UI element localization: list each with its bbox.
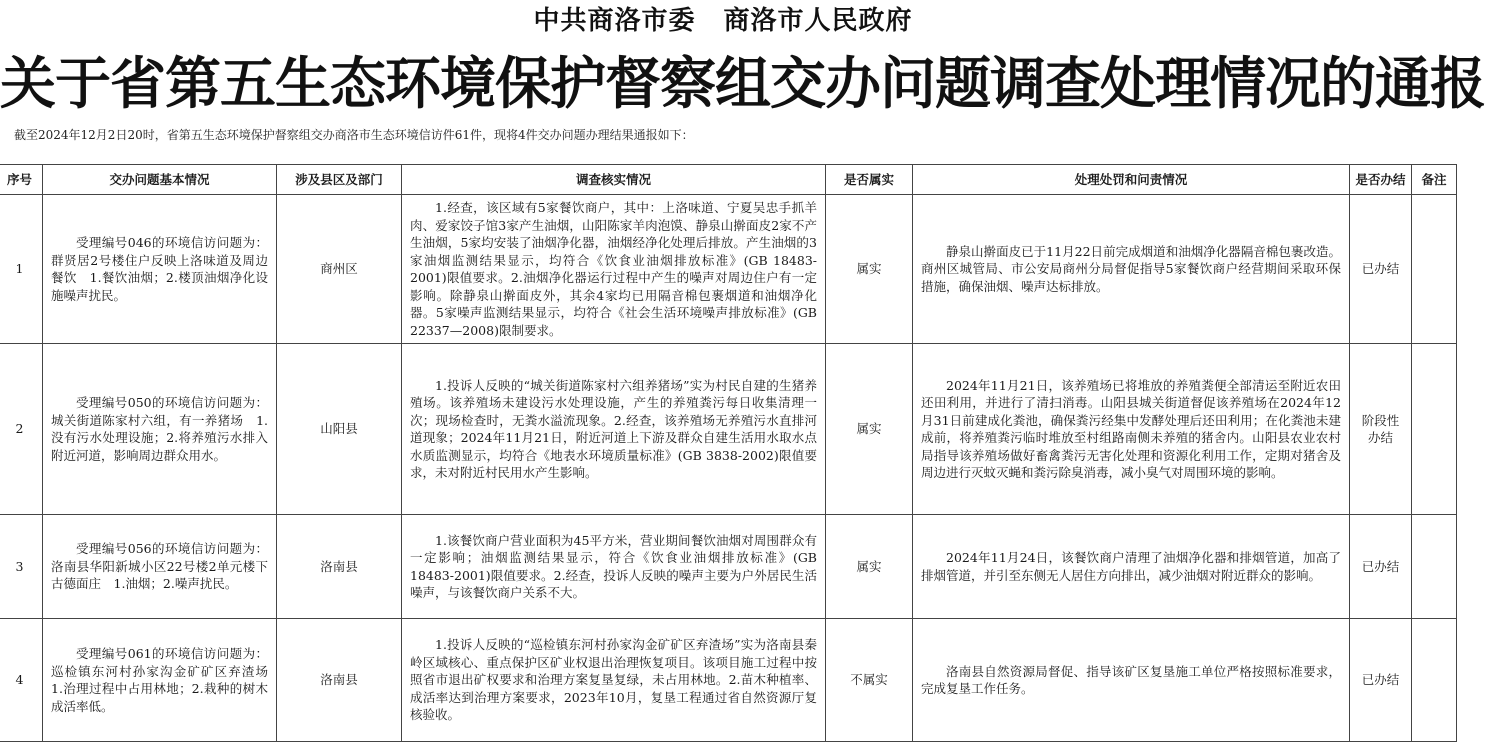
cell-handling: 静泉山擀面皮已于11月22日前完成烟道和油烟净化器隔音棉包裹改造。商州区城管局、市公安局商州分局督促指导5家餐饮商户经营期间采取环保措施，确保油烟、噪声达标排放。	[913, 195, 1350, 344]
cell-remarks	[1412, 515, 1457, 619]
cell-status: 已办结	[1350, 619, 1412, 742]
table-row	[0, 619, 1457, 742]
cell-status: 阶段性办结	[1350, 344, 1412, 515]
table-row	[0, 515, 1457, 619]
cell-is-true: 属实	[826, 515, 913, 619]
cell-no: 3	[0, 515, 43, 619]
cell-is-true: 不属实	[826, 619, 913, 742]
cell-remarks	[1412, 619, 1457, 742]
cell-issue: 受理编号056的环境信访问题为：洛南县华阳新城小区22号楼2单元楼下古德面庄 1.油烟；2.噪声扰民。	[43, 515, 277, 619]
cell-district: 洛南县	[277, 619, 402, 742]
col-header-issue: 交办问题基本情况	[43, 165, 277, 195]
issuer-government: 商洛市人民政府	[723, 6, 913, 36]
issuer-line	[0, 2, 1446, 40]
document-title: 关于省第五生态环境保护督察组交办问题调查处理情况的通报	[0, 52, 1485, 117]
cell-status: 已办结	[1350, 515, 1412, 619]
cell-no: 4	[0, 619, 43, 742]
cell-verification: 1.投诉人反映的“城关街道陈家村六组养猪场”实为村民自建的生猪养殖场。该养殖场未建设污水处理设施，产生的养殖粪污每日收集清理一次；现场检查时，无粪水溢流现象。2.经查，该养殖场无养殖污水直排河道现象；2024年11月21日，附近河道上下游及群众自建生活用水取水点水质监测显示，均符合《地表水环境质量标准》(GB 3838-2002)限值要求，未对附近村民用水产生影响。	[402, 344, 826, 515]
cell-issue: 受理编号061的环境信访问题为：巡检镇东河村孙家沟金矿矿区弃渣场 1.治理过程中占用林地；2.栽种的树木成活率低。	[43, 619, 277, 742]
report-table	[0, 164, 1457, 742]
col-header-status: 是否办结	[1350, 165, 1412, 195]
table-row	[0, 195, 1457, 344]
cell-issue: 受理编号050的环境信访问题为：城关街道陈家村六组，有一养猪场 1.没有污水处理设施；2.将养殖污水排入附近河道，影响周边群众用水。	[43, 344, 277, 515]
col-header-handling: 处理处罚和问责情况	[913, 165, 1350, 195]
intro-paragraph: 截至2024年12月2日20时，省第五生态环境保护督察组交办商洛市生态环境信访件61件，现将4件交办问题办理结果通报如下：	[14, 128, 694, 142]
cell-handling: 洛南县自然资源局督促、指导该矿区复垦施工单位严格按照标准要求，完成复垦工作任务。	[913, 619, 1350, 742]
cell-handling: 2024年11月21日，该养殖场已将堆放的养殖粪便全部清运至附近农田还田利用，并进行了清扫消毒。山阳县城关街道督促该养殖场在2024年12月31日前建成化粪池，确保粪污经集中发酵处理后还田利用；在化粪池未建成前，将养殖粪污临时堆放至村组路南侧未养殖的猪舍内。山阳县农业农村局指导该养殖场做好畜禽粪污无害化处理和资源化利用工作，定期对猪舍及周边进行灭蚊灭蝇和粪污除臭消毒，减小臭气对周围环境的影响。	[913, 344, 1350, 515]
col-header-district: 涉及县区及部门	[277, 165, 402, 195]
cell-is-true: 属实	[826, 195, 913, 344]
cell-district: 商州区	[277, 195, 402, 344]
cell-verification: 1.该餐饮商户营业面积为45平方米，营业期间餐饮油烟对周围群众有一定影响；油烟监测结果显示，符合《饮食业油烟排放标准》(GB 18483-2001)限值要求。2.经查，投诉人反映的噪声主要为户外居民生活噪声，与该餐饮商户关系不大。	[402, 515, 826, 619]
col-header-no: 序号	[0, 165, 43, 195]
cell-status: 已办结	[1350, 195, 1412, 344]
table-row	[0, 344, 1457, 515]
cell-verification: 1.投诉人反映的“巡检镇东河村孙家沟金矿矿区弃渣场”实为洛南县秦岭区域核心、重点保护区矿业权退出治理恢复项目。该项目施工过程中按照省市退出矿权要求和治理方案复垦复绿，未占用林地。2.苗木种植率、成活率达到治理方案要求，2023年10月，复垦工程通过省自然资源厅复核验收。	[402, 619, 826, 742]
col-header-verification: 调查核实情况	[402, 165, 826, 195]
table-header-row	[0, 165, 1457, 195]
cell-remarks	[1412, 344, 1457, 515]
col-header-is-true: 是否属实	[826, 165, 913, 195]
cell-no: 1	[0, 195, 43, 344]
cell-handling: 2024年11月24日，该餐饮商户清理了油烟净化器和排烟管道，加高了排烟管道，并引至东侧无人居住方向排出，减少油烟对附近群众的影响。	[913, 515, 1350, 619]
cell-no: 2	[0, 344, 43, 515]
cell-is-true: 属实	[826, 344, 913, 515]
cell-district: 洛南县	[277, 515, 402, 619]
col-header-remarks: 备注	[1412, 165, 1457, 195]
cell-issue: 受理编号046的环境信访问题为：群贤居2号楼住户反映上洛味道及周边餐饮 1.餐饮油烟；2.楼顶油烟净化设施噪声扰民。	[43, 195, 277, 344]
cell-verification: 1.经查，该区域有5家餐饮商户，其中：上洛味道、宁夏吴忠手抓羊肉、爱家饺子馆3家产生油烟，山阳陈家羊肉泡馍、静泉山擀面皮2家不产生油烟，5家均安装了油烟净化器，油烟经净化处理后排放。产生油烟的3家油烟监测结果显示，均符合《饮食业油烟排放标准》(GB 18483-2001)限值要求。2.油烟净化器运行过程中产生的噪声对周边住户有一定影响。除静泉山擀面皮外，其余4家均已用隔音棉包裹烟道和油烟净化器。5家噪声监测结果显示，均符合《社会生活环境噪声排放标准》(GB 22337—2008)限制要求。	[402, 195, 826, 344]
cell-district: 山阳县	[277, 344, 402, 515]
cell-remarks	[1412, 195, 1457, 344]
issuer-party: 中共商洛市委	[533, 6, 696, 36]
